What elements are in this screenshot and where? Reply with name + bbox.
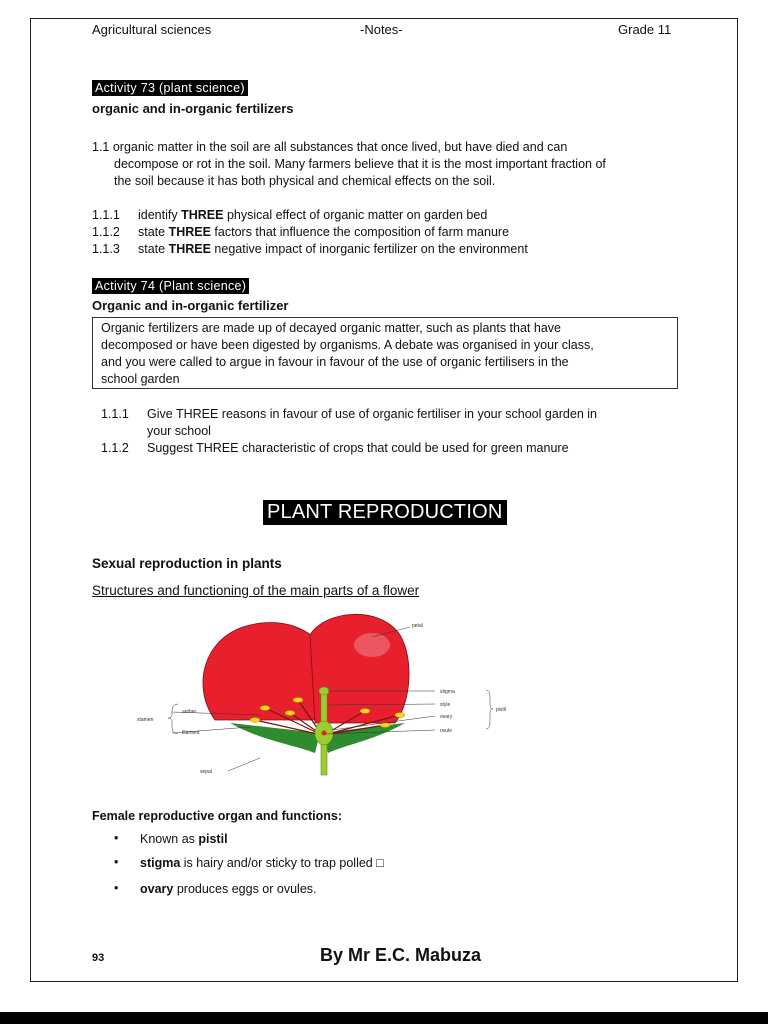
- question-text: state: [138, 225, 169, 239]
- question-number: 1.1.1: [101, 407, 129, 421]
- bullet-emphasis: stigma: [140, 856, 181, 870]
- label-anther: anther: [182, 709, 197, 715]
- box-line: school garden: [101, 372, 180, 386]
- bullet-emphasis: ovary: [140, 882, 174, 896]
- question-text: negative impact of inorganic fertilizer on the environment: [210, 242, 528, 256]
- activity-74-scenario-box: [92, 317, 678, 389]
- label-pistil: pistil: [496, 707, 507, 713]
- question-row: [92, 224, 528, 241]
- box-line: and you were called to argue in favour in favour of the use of organic fertilisers in the: [101, 355, 569, 369]
- activity-73-title: organic and in-organic fertilizers: [92, 101, 294, 116]
- bottom-bar: [0, 1012, 768, 1024]
- label-sepal: sepal: [200, 769, 212, 775]
- question-emphasis: THREE: [168, 225, 211, 239]
- header-grade: Grade 11: [618, 22, 672, 37]
- stigma: [319, 687, 329, 695]
- activity-73-tag: Activity 73 (plant science): [92, 80, 248, 96]
- bullet-emphasis: pistil: [198, 832, 228, 846]
- bullet-text: produces eggs or ovules.: [173, 882, 317, 896]
- header-notes: -Notes-: [360, 22, 403, 37]
- question-row: [101, 406, 597, 423]
- list-item: [112, 882, 384, 906]
- activity-73-intro: [92, 139, 606, 190]
- section-title: Sexual reproduction in plants: [92, 556, 282, 571]
- label-stigma: stigma: [440, 689, 455, 695]
- activity-74-tag: Activity 74 (Plant science): [92, 278, 249, 294]
- page-number: 93: [92, 952, 105, 964]
- question-text: physical effect of organic matter on garden bed: [223, 208, 488, 222]
- list-item: [112, 856, 384, 882]
- petal-highlight: [354, 633, 390, 657]
- sepal: [322, 723, 405, 753]
- activity-73-questions: [92, 207, 528, 258]
- label-petal: petal: [412, 623, 423, 629]
- question-emphasis: THREE: [168, 242, 211, 256]
- label-ovule: ovule: [440, 728, 452, 734]
- label-ovary: ovary: [440, 714, 453, 720]
- plant-reproduction-title: PLANT REPRODUCTION: [263, 500, 507, 525]
- header-subject: Agricultural sciences: [92, 22, 212, 37]
- bullet-text: is hairy and/or sticky to trap polled □: [180, 856, 384, 870]
- ovule: [322, 731, 327, 736]
- label-stamen: stamen: [137, 717, 154, 723]
- question-text: Suggest THREE characteristic of crops that could be used for green manure: [147, 441, 569, 455]
- intro-line: 1.1 organic matter in the soil are all substances that once lived, but have died and can: [92, 140, 568, 154]
- subsection-title: Structures and functioning of the main parts of a flower: [92, 583, 420, 598]
- question-text: Give THREE reasons in favour of use of organic fertiliser in your school garden in: [147, 407, 597, 421]
- question-emphasis: THREE: [181, 208, 224, 222]
- left-petal: [203, 623, 322, 720]
- box-line: Organic fertilizers are made up of decayed organic matter, such as plants that have: [101, 321, 561, 335]
- author-credit: By Mr E.C. Mabuza: [320, 945, 482, 965]
- activity-74-questions: [101, 406, 597, 457]
- question-row: [92, 241, 528, 258]
- label-filament: filament: [182, 730, 200, 736]
- activity-74-title: Organic and in-organic fertilizer: [92, 298, 289, 313]
- female-organ-title: Female reproductive organ and functions:: [92, 809, 343, 823]
- question-text: your school: [147, 424, 211, 438]
- style: [321, 693, 327, 723]
- question-number: 1.1.1: [92, 208, 120, 222]
- question-number: 1.1.2: [101, 441, 129, 455]
- question-number: 1.1.3: [92, 242, 120, 256]
- flower-diagram: [110, 605, 530, 780]
- intro-line: decompose or rot in the soil. Many farmers believe that it is the most important fraction of: [114, 157, 606, 171]
- box-line: decomposed or have been digested by organisms. A debate was organised in your class,: [101, 338, 594, 352]
- list-item: [112, 832, 384, 856]
- question-row: [101, 440, 597, 457]
- intro-line: the soil because it has both physical and chemical effects on the soil.: [114, 174, 496, 188]
- female-organ-list: [112, 832, 384, 906]
- label-style: style: [440, 702, 451, 708]
- bullet-text: Known as: [140, 832, 199, 846]
- question-text: identify: [138, 208, 182, 222]
- question-number: 1.1.2: [92, 225, 120, 239]
- question-row: [92, 207, 528, 224]
- question-text: factors that influence the composition of farm manure: [210, 225, 510, 239]
- question-text: state: [138, 242, 169, 256]
